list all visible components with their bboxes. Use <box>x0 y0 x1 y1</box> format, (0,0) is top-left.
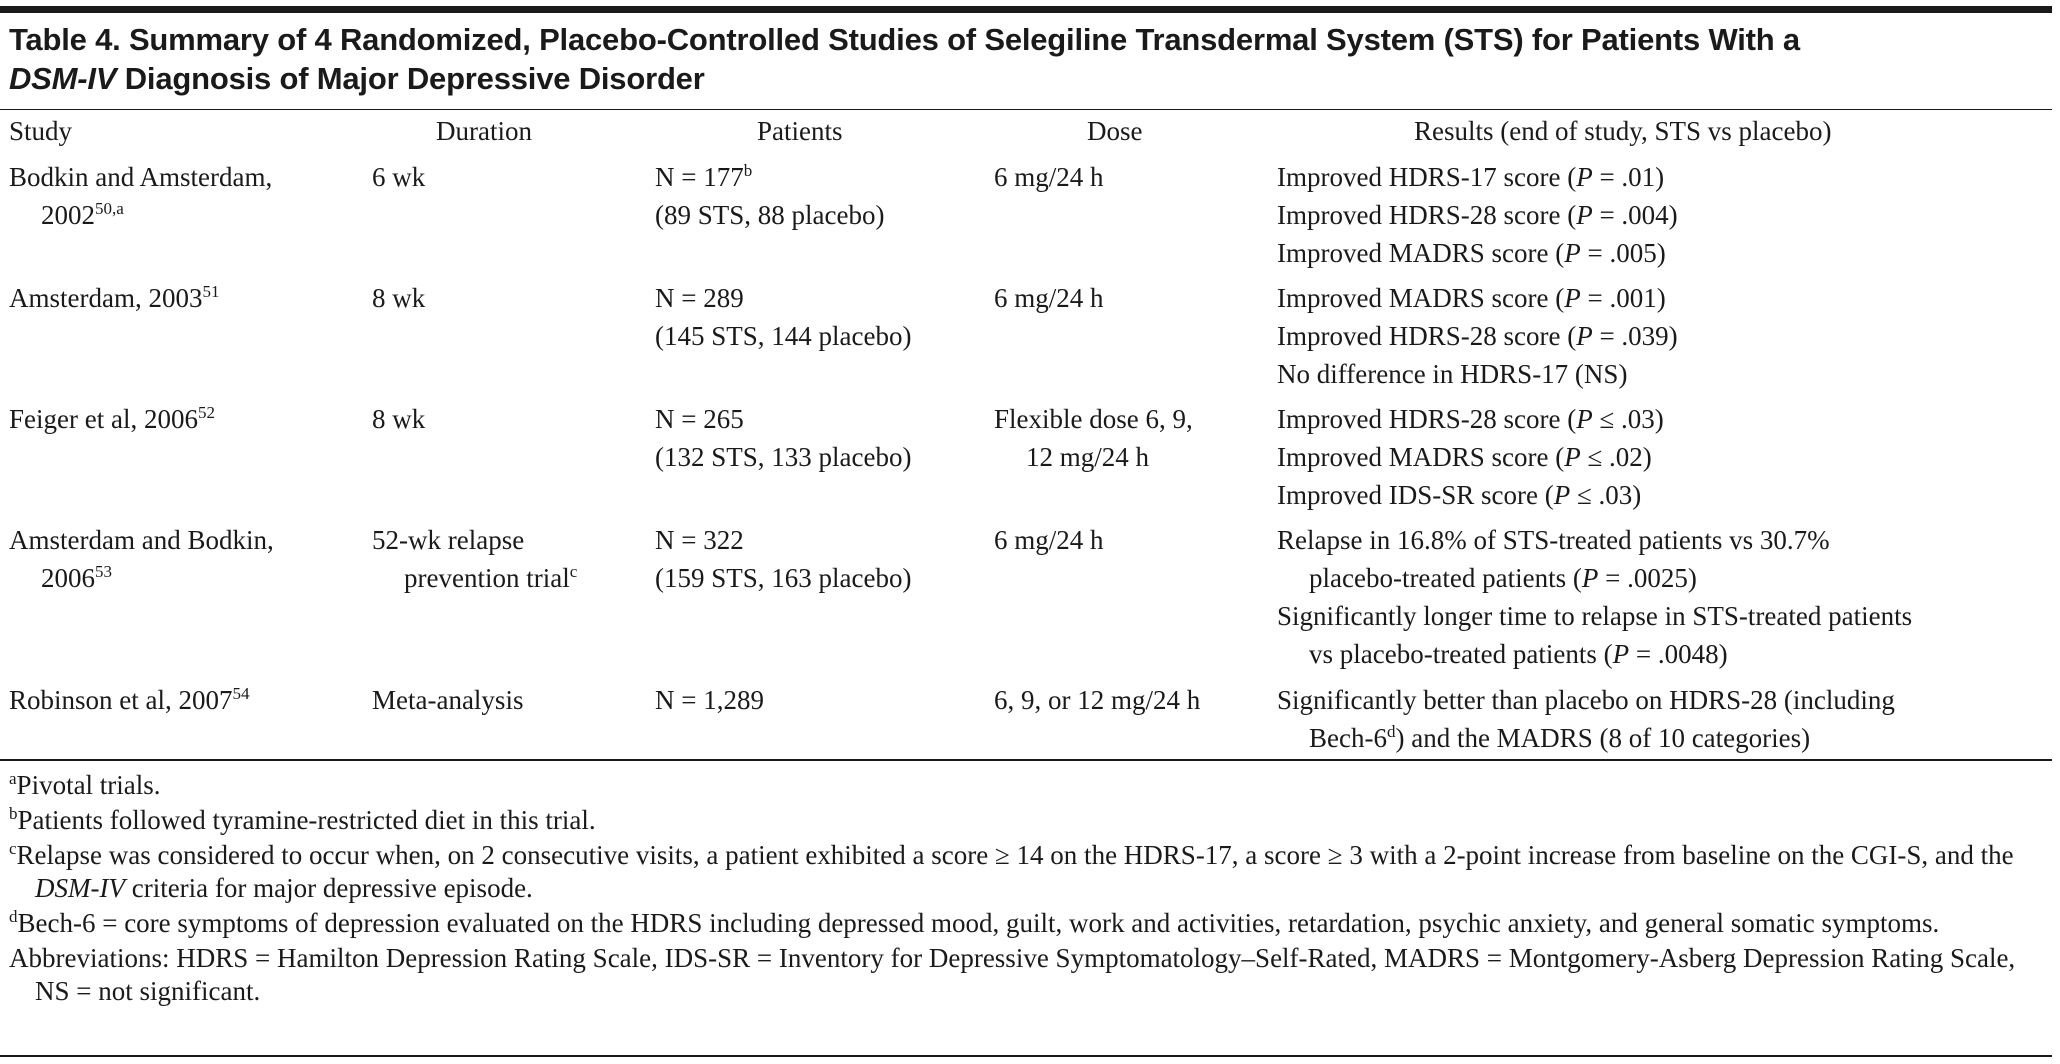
study-year <box>9 559 274 597</box>
result-line: No difference in HDRS-17 (NS) <box>1277 359 1628 389</box>
result-line <box>1277 317 1678 355</box>
p-value-label: P <box>1581 563 1599 593</box>
result-text: Improved IDS-SR score ( <box>1277 480 1554 510</box>
footnote-text: Pivotal trials. <box>16 770 161 800</box>
patients-footnote-mark: b <box>743 161 753 180</box>
result-line <box>1277 158 1678 196</box>
row-2-patients <box>655 279 911 355</box>
duration-text: 52-wk relapse <box>372 525 525 555</box>
footnote-abbreviations <box>9 942 2049 1008</box>
table-caption <box>9 20 2049 98</box>
header-patients: Patients <box>757 116 843 146</box>
result-text: vs placebo-treated patients ( <box>1309 639 1613 669</box>
patients-n: N = 289 <box>655 283 744 313</box>
row-3-dose <box>994 400 1193 476</box>
row-5-patients <box>655 681 764 719</box>
study-year-text: 2006 <box>41 563 95 593</box>
result-text: Improved MADRS score ( <box>1277 238 1565 268</box>
result-text: Improved MADRS score ( <box>1277 442 1565 472</box>
footnote-mark: b <box>9 804 18 823</box>
result-value: = .039) <box>1592 321 1678 351</box>
row-4-dose <box>994 521 1104 559</box>
study-name <box>9 400 215 438</box>
row-3-study <box>9 400 215 438</box>
top-rule <box>0 6 2052 13</box>
dose-text: Flexible dose 6, 9, <box>994 404 1193 434</box>
result-line: Significantly better than placebo on HDRS-28 (including <box>1277 685 1895 715</box>
footnote-text: Patients followed tyramine-restricted diet in this trial. <box>17 805 596 835</box>
row-1-study <box>9 158 272 234</box>
row-2-results <box>1277 279 1678 393</box>
row-3-duration <box>372 400 425 438</box>
footnote-a <box>9 769 2049 802</box>
result-text: Improved HDRS-28 score ( <box>1277 404 1577 434</box>
study-reference: 52 <box>197 403 215 422</box>
study-name <box>9 681 250 719</box>
result-line <box>1277 635 1912 673</box>
patients-split: (145 STS, 144 placebo) <box>655 321 912 351</box>
row-2-duration <box>372 279 425 317</box>
footnote-mark: d <box>9 907 18 926</box>
result-text: Improved HDRS-28 score ( <box>1277 200 1577 230</box>
duration-text: 8 wk <box>372 404 426 434</box>
header-dose: Dose <box>1087 116 1143 146</box>
study-reference: 51 <box>202 282 220 301</box>
result-line <box>1277 719 1895 757</box>
patients-n: N = 322 <box>655 525 744 555</box>
result-line <box>1277 559 1912 597</box>
row-1-duration <box>372 158 425 196</box>
study-year <box>9 196 272 234</box>
p-value-label: P <box>1576 162 1593 192</box>
p-value-label: P <box>1576 321 1593 351</box>
result-text: Improved HDRS-17 score ( <box>1277 162 1577 192</box>
study-name-text: Feiger et al, 2006 <box>9 404 198 434</box>
footnote-text-cont: criteria for major depressive episode. <box>124 873 533 903</box>
p-value-label: P <box>1612 639 1630 669</box>
duration-text: 6 wk <box>372 162 426 192</box>
result-value: ≤ .03) <box>1592 404 1664 434</box>
result-value: ) and the MADRS (8 of 10 categories) <box>1395 723 1811 753</box>
row-4-results <box>1277 521 1912 673</box>
row-3-results <box>1277 400 1664 514</box>
dose-text: 6 mg/24 h <box>994 525 1104 555</box>
row-4-patients <box>655 521 911 597</box>
result-text: Improved HDRS-28 score ( <box>1277 321 1577 351</box>
duration-text: 8 wk <box>372 283 426 313</box>
patients-split: (89 STS, 88 placebo) <box>655 200 885 230</box>
row-2-dose <box>994 279 1104 317</box>
result-value: = .001) <box>1580 283 1666 313</box>
study-name: Amsterdam and Bodkin, <box>9 525 274 555</box>
row-4-study <box>9 521 274 597</box>
patients-n: N = 1,289 <box>655 685 764 715</box>
duration-text-cont-text: prevention trial <box>404 563 570 593</box>
caption-suffix: Diagnosis of Major Depressive Disorder <box>116 61 705 96</box>
patients-count <box>655 158 884 196</box>
study-year-text: 2002 <box>41 200 95 230</box>
row-5-dose <box>994 681 1200 719</box>
dose-text: 6 mg/24 h <box>994 162 1104 192</box>
p-value-label: P <box>1564 283 1581 313</box>
result-text: Improved MADRS score ( <box>1277 283 1565 313</box>
result-footnote-mark: d <box>1386 722 1396 741</box>
row-2-study <box>9 279 219 317</box>
dose-text: 6, 9, or 12 mg/24 h <box>994 685 1201 715</box>
patients-split: (159 STS, 163 placebo) <box>655 563 912 593</box>
result-line <box>1277 438 1664 476</box>
p-value-label: P <box>1576 404 1593 434</box>
study-name-text: Robinson et al, 2007 <box>9 685 233 715</box>
result-text: Bech-6 <box>1309 723 1387 753</box>
p-value-label: P <box>1564 442 1581 472</box>
footnote-italic: DSM-IV <box>35 873 125 903</box>
result-line <box>1277 234 1678 272</box>
row-5-study <box>9 681 250 719</box>
result-line <box>1277 400 1664 438</box>
result-value: ≤ .03) <box>1570 480 1642 510</box>
footnote-d <box>9 907 2049 940</box>
p-value-label: P <box>1576 200 1593 230</box>
footnote-b <box>9 804 2049 837</box>
result-value: ≤ .02) <box>1580 442 1652 472</box>
footnotes <box>9 769 2049 1010</box>
header-rule <box>0 109 2052 110</box>
row-1-dose <box>994 158 1104 196</box>
caption-italic: DSM-IV <box>9 61 117 96</box>
footnote-c <box>9 839 2049 905</box>
p-value-label: P <box>1564 238 1581 268</box>
result-line <box>1277 279 1678 317</box>
footnote-mark: a <box>9 769 17 788</box>
table-bottom-rule <box>0 759 2052 761</box>
p-value-label: P <box>1553 480 1571 510</box>
dose-text-cont: 12 mg/24 h <box>1026 442 1150 472</box>
duration-footnote-mark: c <box>569 562 578 581</box>
study-reference: 54 <box>232 684 250 703</box>
patients-n: N = 265 <box>655 404 744 434</box>
row-5-results <box>1277 681 1895 757</box>
header-results: Results (end of study, STS vs placebo) <box>1414 116 1832 146</box>
footnote-text: Abbreviations: HDRS = Hamilton Depression Rating Scale, IDS-SR = Inventory for Depressive Symptomatology–Self-Rated, MADRS = Montgomery-Asberg Depression Rating Scale, NS = not significant. <box>9 943 2016 1006</box>
row-5-duration <box>372 681 523 719</box>
duration-text: Meta-analysis <box>372 685 524 715</box>
result-value: = .005) <box>1580 238 1666 268</box>
study-name: Bodkin and Amsterdam, <box>9 162 273 192</box>
patients-n: N = 177 <box>655 162 744 192</box>
header-duration: Duration <box>436 116 532 146</box>
row-1-patients <box>655 158 884 234</box>
footnote-text: Bech-6 = core symptoms of depression evaluated on the HDRS including depressed mood, guilt, work and activities, retardation, psychic anxiety, and general somatic symptoms. <box>17 908 1940 938</box>
header-study: Study <box>9 116 73 146</box>
study-name-text: Amsterdam, 2003 <box>9 283 203 313</box>
footnote-mark: c <box>9 839 17 858</box>
result-line: Relapse in 16.8% of STS-treated patients vs 30.7% <box>1277 525 1830 555</box>
study-reference: 50,a <box>95 199 124 218</box>
end-rule <box>0 1055 2052 1057</box>
row-3-patients <box>655 400 911 476</box>
caption-prefix: Table 4. Summary of 4 Randomized, Placebo-Controlled Studies of Selegiline Transdermal System (STS) for Patients With a <box>9 22 1800 57</box>
duration-text-cont <box>372 559 577 597</box>
result-text: placebo-treated patients ( <box>1309 563 1582 593</box>
result-line <box>1277 476 1664 514</box>
result-line <box>1277 196 1678 234</box>
result-value: = .01) <box>1592 162 1665 192</box>
result-line: Significantly longer time to relapse in STS-treated patients <box>1277 601 1913 631</box>
result-value: = .004) <box>1592 200 1678 230</box>
result-value: = .0048) <box>1629 639 1728 669</box>
row-1-results <box>1277 158 1678 272</box>
study-reference: 53 <box>95 562 112 581</box>
result-value: = .0025) <box>1598 563 1697 593</box>
dose-text: 6 mg/24 h <box>994 283 1104 313</box>
study-name <box>9 279 219 317</box>
footnote-text: Relapse was considered to occur when, on 2 consecutive visits, a patient exhibited a score ≥ 14 on the HDRS-17, a score ≥ 3 with a 2-point increase from baseline on the CGI-S, and the <box>16 840 2014 870</box>
row-4-duration <box>372 521 577 597</box>
patients-split: (132 STS, 133 placebo) <box>655 442 912 472</box>
